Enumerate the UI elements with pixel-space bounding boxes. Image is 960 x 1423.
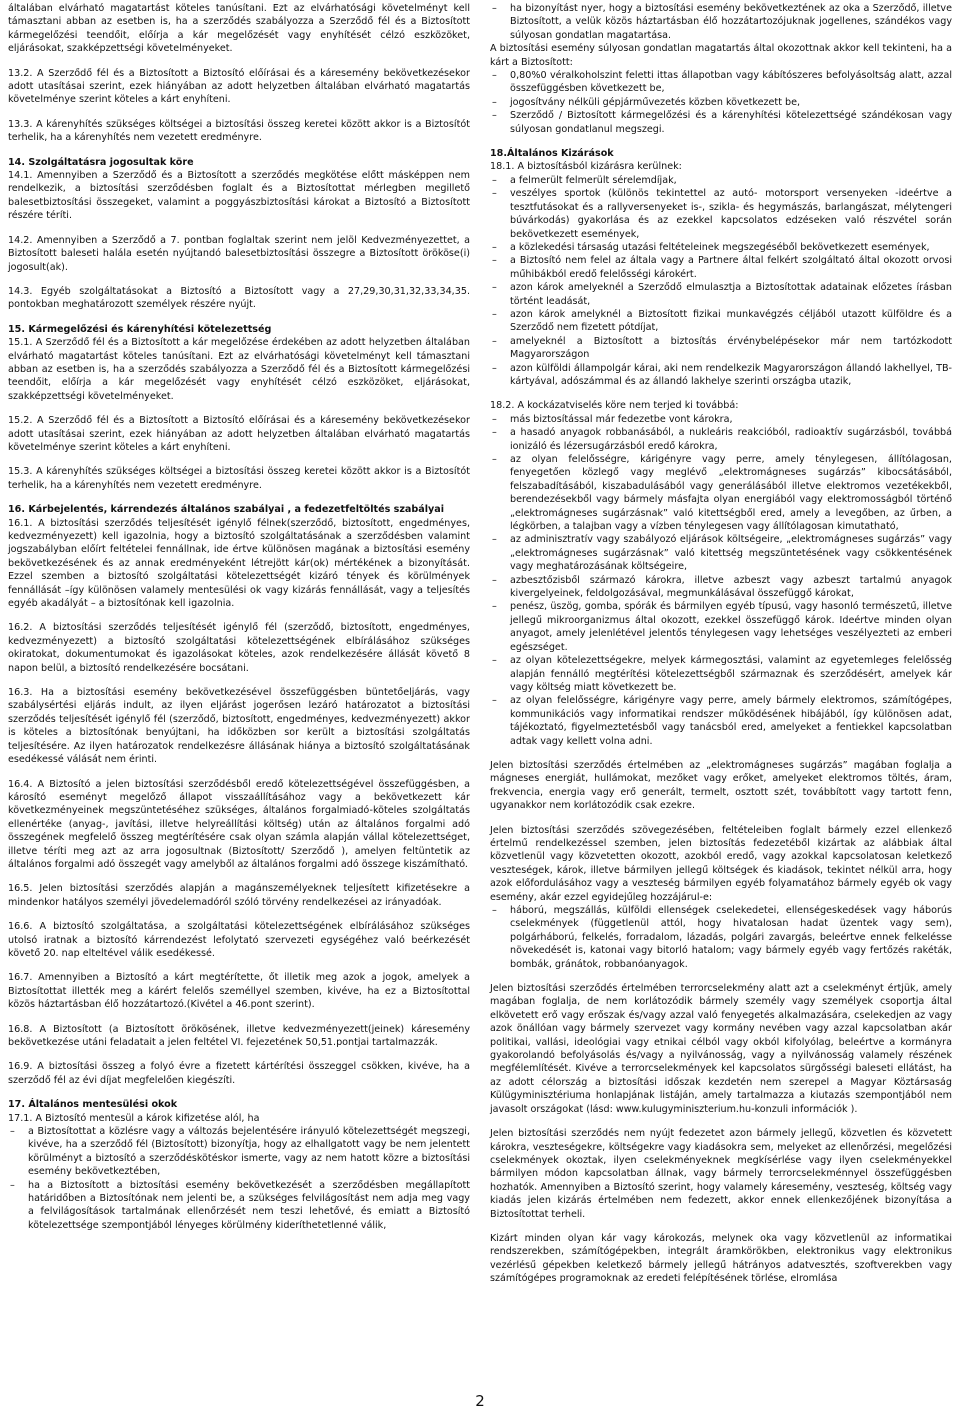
paragraph: 16.9. A biztosítási összeg a folyó évre a fizetett kártérítési összeggel csökken, kivéve, ha a szerződő fél az évi díjat megfelelően kiegészíti.	[8, 1061, 470, 1086]
paragraph: 16.7. Amennyiben a Biztosító a kárt megtérítette, őt illetik meg azok a jogok, amelyek a Biztosítottat illették meg a kárért felelős személlyel szemben, kivéve, ha ez a Biztosítottal közös háztartásban élő hozzátartozó.(Kivétel a 46.pont szerint).	[8, 972, 470, 1011]
paragraph: A biztosítási esemény súlyosan gondatlan magatartás által okozottnak akkor kell tekinteni, ha a kárt a Biztosított:	[490, 43, 952, 68]
paragraph: 15.1. A Szerződő fél és a Biztosított a kár megelőzése érdekében az adott helyzetben általában elvárható magatartást köteles tanúsítani. Ezt az elvárhatósági követelményt kell támasztani abban az esetben is, ha a szerződés szabályozza a Szerződő fél és a Biztosított kármegelőzési teendőit, előírja a kár megelőzését vagy enyhítését célzó eszközöket, eljárásokat, szakképzettségi követelményeket.	[8, 337, 470, 402]
paragraph: 16.3. Ha a biztosítási esemény bekövetkezésével összefüggésben büntetőeljárás, vagy szabálysértési eljárás indult, az ilyen eljárást jogerősen lezáró határozatot a biztosítási szerződés teljesítését igénylő fél (szerződő, biztosított, engedményes, kedvezményezett) akkor is köteles a biztosítónak benyújtani, ha időközben sor került a biztosítási szolgáltatás teljesítésére. Az ilyen határozatok rendelkezésre állásának hiánya a biztosító szolgáltatásának esedékessé válását nem érinti.	[8, 687, 470, 766]
dash-list	[490, 413, 952, 748]
paragraph: 16.4. A Biztosító a jelen biztosítási szerződésből eredő kötelezettségével összefüggésben, a károsító eseményt megelőző állapot visszaállításához vagy a bekövetkezett kár következményeinek megszüntetéséhez szükséges, általános forgalmiadó-köteles szolgáltatás ellenértéke (anyag-, javítási, illetve helyreállítási költség) után az általános forgalmi adó összegének megfelelő összeg megtérítésére csak olyan számla alapján vállal kötelezettséget, illetve téríti meg azt az arra jogosultnak (Biztosított/ Szerződő ), amelyen feltüntetik az általános forgalmi adó összegét vagy amelyből az általános forgalmi adó összege kiszámítható.	[8, 778, 470, 870]
list-item: – a Biztosító nem felel az általa vagy a Partnere által felkért szolgáltató által okozott orvosi műhibákból eredő felelősségi károkért.	[490, 254, 952, 281]
page-number: 2	[475, 1392, 485, 1410]
paragraph: 18.2. A kockázatviselés köre nem terjed ki továbbá:	[490, 400, 739, 412]
section-heading: 16. Kárbejelentés, kárrendezés általános szabályai , a fedezetfeltöltés szabályai	[8, 504, 445, 516]
list-item: – az olyan felelősségre, kárigényre vagy perre, amely ténylegesen, állítólagosan, fenyegetően közlegő vagy meglévő „elektromágneses sugárzás” kibocsátásából, felszabadításából, kiszabadulásából vagy generálásából illetve elektromos vezetékekből, berendezésekből vagy bármely másfajta olyan energiából vagy elektromosságból történő „elektromágneses sugárzásnak” való kitettségből ered, amely a levegőben, az űrben, a légkörben, a talajban vagy a vízben ténylegesen vagy állítólagosan kimutatható,	[490, 453, 952, 533]
list-item: – penész, üszög, gomba, spórák és bármilyen egyéb típusú, vagy hasonló természetű, illetve jellegű mikroorganizmus által okozott, ezekkel összefüggő károk. Ideértve minden olyan anyagot, amely jelenlétével jelentős ténylegesen vagy lehetséges veszélyezteti az emberi egészséget.	[490, 600, 952, 654]
list-item: – 0,80%0 véralkoholszint feletti ittas állapotban vagy kábítószeres befolyásoltság alatt, azzal összefüggésben következett be,	[490, 69, 952, 96]
list-item: – azbesztőzisből származó károkra, illetve azbeszt vagy azbeszt tartalmú anyagok kivergelyeinek, feldolgozásával, megmunkálásával összefüggő károkat,	[490, 574, 952, 601]
list-item: – ha bizonyítást nyer, hogy a biztosítási esemény bekövetkeztének az oka a Szerződő, illetve Biztosított, a velük közös háztartásban élő hozzátartozójuknak jogellenes, szándékos vagy súlyosan gondatlan magatartása.	[490, 2, 952, 42]
paragraph: 16.8. A Biztosított (a Biztosított örökösének, illetve kedvezményezett(jeinek) káresemény bekövetkezése utáni feladatait a jelen feltétel VI. fejezetének 50,51.pontjai tartalmazzák.	[8, 1023, 470, 1048]
dash-list	[490, 69, 952, 136]
list-item: – jogosítvány nélküli gépjárművezetés közben következett be,	[490, 96, 952, 109]
paragraph: 15.3. A kárenyhítés szükséges költségei a biztosítási összeg keretei között akkor is a Biztosítót terhelik, ha a kárenyhítés nem vezetett eredményre.	[8, 466, 470, 491]
list-item: – amelyeknél a Biztosított a biztosítás érvénybelépésekor már nem tartózkodott Magyarországon	[490, 335, 952, 362]
paragraph: 16.2. A biztosítási szerződés teljesítését igénylő fél (szerződő, biztosított, engedményes, kedvezményezett) a biztosító szolgáltatási kötelezettségének elbírálásához szükséges okiratokat, dokumentumokat és igazolásokat köteles, azok rendelkezésére állását követő 8 napon belül, a biztosító rendelkezésére bocsátani.	[8, 622, 470, 674]
paragraph: Kizárt minden olyan kár vagy károkozás, melynek oka vagy közvetlenül az informatikai rendszerekben, számítógépekben, integrált áramkörökben, elektronikus vagy elektronikus vezérlésű gépekben keletkező bármely jellegű hátrányos adatvesztés, szoftverekben vagy számítógépes programoknak az eredeti felépítésének törlése, elromlása	[490, 1232, 952, 1285]
right-column	[490, 2, 952, 1286]
list-item: – ha a Biztosított a biztosítási esemény bekövetkezését a szerződésben megállapított határidőben a Biztosítónak nem jelenti be, a szükséges felvilágosítást nem adja meg vagy a felvilágosítások tartalmának ellenőrzését nem teszi lehetővé, és emiatt a Biztosító kötelezettsége szempontjából lényeges körülmény kideríthetetlenné válik,	[8, 1179, 470, 1233]
list-item: – háború, megszállás, külföldi ellenségek cselekedetei, ellenségeskedések vagy háborús cselekmények (függetlenül attól, hogy hivatalosan hadat üzentek vagy sem), polgárháború, felkelés, forradalom, lázadás, polgári zavargás, beleértve ennek felkelésse növekedését is, katonai vagy bitorló hatalom; vagy bármely egyéb vagy fertőzés rakéták, bombák, gránátok, robbanóanyagok.	[490, 904, 952, 971]
paragraph: általában elvárható magatartást köteles tanúsítani. Ezt az elvárhatósági követelményt kell támasztani abban az esetben is, ha a szerződés szabályozza a Szerződő fél és a Biztosított kármegelőzési teendőit, előírja a kár megelőzését vagy enyhítését célzó eszközöket, eljárásokat, szakképzettségi követelményeket.	[8, 3, 470, 55]
paragraph: 13.3. A kárenyhítés szükséges költségei a biztosítási összeg keretei között akkor is a Biztosítót terhelik, ha a kárenyhítés nem vezetett eredményre.	[8, 118, 470, 144]
section-heading: 15. Kármegelőzési és kárenyhítési kötelezettség	[8, 323, 272, 335]
dash-list	[490, 2, 952, 42]
dash-list	[8, 1125, 470, 1232]
paragraph: Jelen biztosítási szerződés szövegezésében, feltételeiben foglalt bármely ezzel ellenkező értelmű rendelkezéssel szemben, jelen biztosítás fedezetéből kizártak az alábbiak által közvetlenül vagy közvetetten okozott, azokból eredő, vagy azokkal kapcsolatosan keletkező veszteségek, károk, illetve bármilyen jellegű költségek és kiadások, tekintet nélkül arra, hogy azok előfordulásához vagy a veszteség bármilyen egyéb folyamatához bármely egyéb ok vagy esemény, akár ezzel egyidejűleg hozzájárul-e:	[490, 824, 952, 903]
list-item: – a közlekedési társaság utazási feltételeinek megszegéséből bekövetkezett események,	[490, 241, 952, 254]
section-heading: 14. Szolgáltatásra jogosultak köre	[8, 156, 194, 168]
list-item: – a felmerült felmerült sérelemdíjak,	[490, 174, 952, 187]
paragraph: 16.1. A biztosítási szerződés teljesítését igénylő félnek(szerződő, biztosított, engedményes, kedvezményezett) kell igazolnia, hogy a biztosító szolgáltatásának a szerződésben valamint jogszabályban előírt feltételei fennállnak, ide értve különösen magának a biztosítási esemény bekövetkezésének és az annak eredményeként létrejött kár(ok) mértékének a bizonyítását. Ezzel szemben a biztosító szolgáltatási kötelezettségét kizáró tények és körülmények fennállását –így különösen valamely mentesülési ok vagy kizárás fennállását, vagy a teljesítés egyéb akadályát – a biztosítónak kell igazolnia.	[8, 517, 470, 610]
paragraph: 16.5. Jelen biztosítási szerződés alapján a magánszemélyeknek teljesített kifizetésekre a mindenkor hatályos személyi jövedelemadóról szóló törvény rendelkezései az irányadóak.	[8, 883, 470, 908]
list-item: – Szerződő / Biztosított kármegelőzési és a kárenyhítési kötelezettségé szándékosan vagy súlyosan gondatlanul megszegi.	[490, 109, 952, 136]
paragraph: 15.2. A Szerződő fél és a Biztosított a Biztosító előírásai és a káresemény bekövetkezésekor adott utasításai szerint, ezek hiányában az adott helyzetben általában elvárható magatartás követelménye szerint köteles a kárt enyhíteni.	[8, 415, 470, 453]
list-item: – más biztosítással már fedezetbe vont károkra,	[490, 413, 952, 426]
list-item: – azon károk amelyknél a Biztosított fizikai munkavégzés céljából utazott külföldre és a Szerződő nem fizetett pótdíjat,	[490, 308, 952, 335]
paragraph: 14.1. Amennyiben a Szerződő és a Biztosított a szerződés megkötése előtt másképpen nem rendelkezik, a biztosítási szerződésben foglalt és a Biztosítottat mérlegben megillető balesetbiztosítási összegeket, valamint a poggyászbiztosítási károkat a Biztosító a Biztosított részére téríti.	[8, 170, 470, 222]
paragraph: Jelen biztosítási szerződés nem nyújt fedezetet azon bármely jellegű, közvetlen és közvetett károkra, veszteségekre, költségekre vagy kiadásokra sem, melyeket az ellenőrzési, megelőzési cselekmények okoztak, ilyen cselekményeknek megkísérlése vagy ilyen cselekményekkel bármilyen módon kapcsolatban állnak, vagy bármely terrorcselekménnyel összefüggésben hozhatók. Amennyiben a Biztosító szerint, hogy valamely káresemény, veszteség, költség vagy kiadás jelen kizárás értelmében nem fedezett, akkor ennek ellenkezőjének bizonyítása a Biztosítottat terheli.	[490, 1128, 952, 1220]
paragraph: Jelen biztosítási szerződés értelmében az „elektromágneses sugárzás” magában foglalja a mágneses energiát, hullámokat, mezőket vagy erőket, amelyeket elektromos töltés, áram, frekvencia, energia vagy erő generált, termelt, osztott szét, továbbított vagy tartott fenn, ugyanakkor nem korlátozódik csak ezekre.	[490, 759, 952, 812]
list-item: – az olyan kötelezettségekre, melyek kármegosztási, valamint az egyetemleges felelősség alapján fennálló megtérítési kötelezettségből származnak és szerződésért, amelyek kár vagy költség miatt következett be.	[490, 654, 952, 694]
paragraph: 16.6. A biztosító szolgáltatása, a szolgáltatási kötelezettségének elbírálásához szükséges utolsó iratnak a biztosító kárrendezést lefolytató szervezeti egységéhez való beérkezését követő 20. nap elteltével válik esedékessé.	[8, 921, 470, 959]
paragraph: 14.3. Egyéb szolgáltatásokat a Biztosító a Biztosított vagy a 27,29,30,31,32,33,34,35. pontokban meghatározott személyek részére nyújt.	[8, 285, 470, 311]
list-item: – veszélyes sportok (különös tekintettel az autó- motorsport versenyeken -ideértve a tesztfutásokat és a rallyversenyeket is-, szikla- és hegymászás, barlangászat, mélytengeri búvárkodás) gyakorlása és az ezekkel kapcsolatos edzéseken való részvétel során bekövetkezett események,	[490, 187, 952, 241]
left-column	[8, 2, 470, 1232]
list-item: – az adminisztratív vagy szabályozó eljárások költségeire, „elektromágneses sugárzás” vagy „elektromágneses sugárzásnak” való kitettség megszüntetésének vagy csökkentésének vagy meghatározásának költségeire,	[490, 533, 952, 573]
list-item: – az olyan felelősségre, kárigényre vagy perre, amely bármely elektromos, számítógépes, kommunikációs vagy informatikai rendszer működésének hibájából, így különösen adat, tájékoztató, figyelmeztetésből vagy tanácsból ered, amelyeket a fentiekkel kapcsolatban adtak vagy kellett volna adni.	[490, 694, 952, 748]
list-item: – azon károk amelyeknél a Szerződő elmulasztja a Biztosítottak adatainak előzetes írásban történt leadását,	[490, 281, 952, 308]
paragraph: 13.2. A Szerződő fél és a Biztosított a Biztosító előírásai és a káresemény bekövetkezésekor adott utasításai szerint, ezek hiányában az adott helyzetben általában elvárható magatartás követelménye szerint köteles a kárt enyhíteni.	[8, 67, 470, 106]
list-item: – a hasadó anyagok robbanásából, a nukleáris reakcióból, radioaktív sugárzásból, továbbá ionizáló és lézersugárzásból eredő károkra,	[490, 426, 952, 453]
section-heading: 18.Általános Kizárások	[490, 148, 614, 160]
list-item: – azon külföldi állampolgár kárai, aki nem rendelkezik Magyarországon állandó lakhellyel, TB-kártyával, adószámmal és az állandó lakhelye szerinti országba utazik,	[490, 362, 952, 389]
paragraph: 14.2. Amennyiben a Szerződő a 7. pontban foglaltak szerint nem jelöl Kedvezményezettet, a Biztosított baleseti halála esetén nyújtandó balesetbiztosítási összegre a Biztosított örököse(i) jogosult(ak).	[8, 234, 470, 273]
paragraph: 17.1. A Biztosító mentesül a károk kifizetése alól, ha	[8, 1112, 260, 1124]
paragraph: Jelen biztosítási szerződés értelmében terrorcselekmény alatt azt a cselekményt értjük, amely magában foglalja, de nem korlátozódik bármely személy vagy személyek csoportja által elkövetett erő vagy erőszak és/vagy azzal való fenyegetés alkalmazására, cselekedjen az vagy azok önállóan vagy bármely szervezet vagy kormány nevében vagy azzal kapcsolatban akár politikai, vallási, ideológiai vagy etnikai célból vagy okból kifolyólag, beleértve a kormányra gyakorolandó befolyásolás és/vagy a nyilvánosság, vagy a nyilvánosság valamely részének megfélemlítését. Kivéve a terrorcselekmények kel kapcsolatos sürgősségi baleseti ellátást, ha az adott célország a biztosítási időszak kezdetén nem szerepel a Magyar Köztársaság Külügyminisztériuma honlapjának listáján, amely tartalmazza a kiutazás szempontjából nem javasolt országokat (lásd: www.kulugyminiszterium.hu-konzuli információk ).	[490, 983, 952, 1115]
dash-list	[490, 904, 952, 971]
dash-list	[490, 174, 952, 389]
list-item: – a Biztosítottat a közlésre vagy a változás bejelentésére irányuló kötelezettségét megszegi, kivéve, ha a szerződő fél (Biztosított) bizonyítja, hogy az elhallgatott vagy be nem jelentett körülményt a biztosító a szerződéskötéskor ismerte, vagy az nem hatott közre a biztosítási esemény bekövetkeztében,	[8, 1125, 470, 1179]
section-heading: 17. Általános mentesülési okok	[8, 1099, 178, 1111]
paragraph: 18.1. A biztosításból kizárásra kerülnek:	[490, 161, 682, 173]
